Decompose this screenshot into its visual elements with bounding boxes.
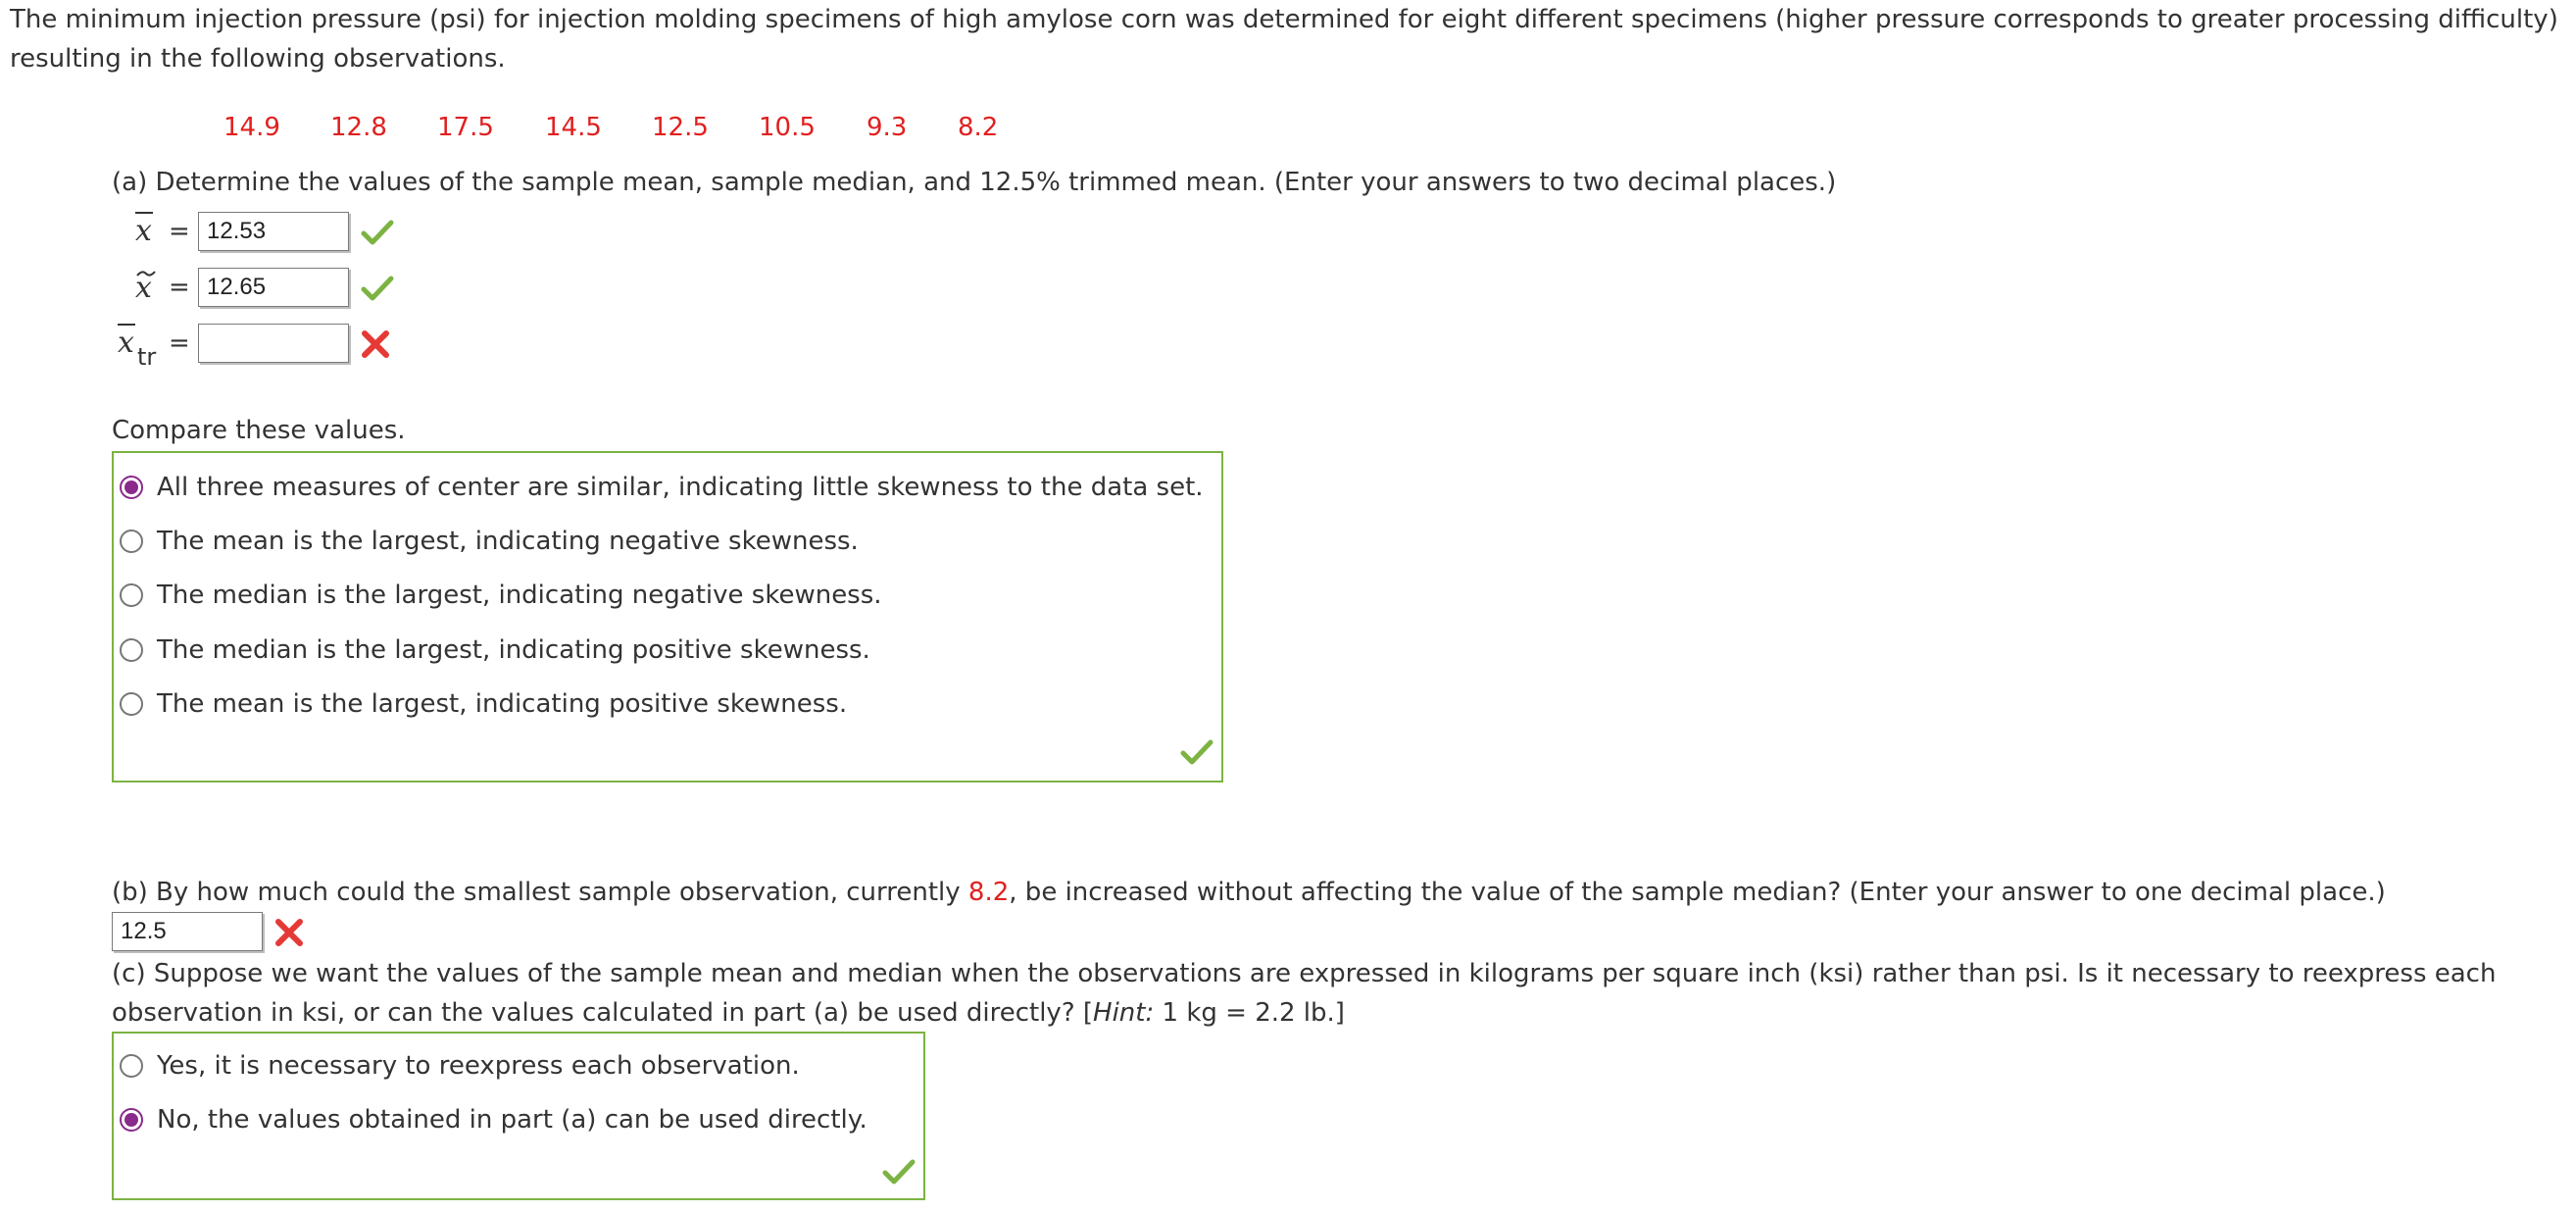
observation-value: 12.8	[330, 113, 387, 142]
part-c-option[interactable]	[120, 1043, 800, 1088]
radio-selected[interactable]	[120, 476, 143, 499]
radio[interactable]	[120, 583, 143, 607]
median-symbol: x	[135, 271, 152, 305]
trimmed-mean-subscript: tr	[137, 343, 157, 371]
correct-check-icon	[882, 1157, 916, 1187]
compare-option[interactable]	[120, 628, 870, 673]
part-b-text: , be increased without affecting the value of the sample median? (Enter your answer to one decimal place.)	[1009, 878, 2386, 907]
option-label: The median is the largest, indicating positive skewness.	[157, 635, 870, 665]
trimmed-mean-input[interactable]	[198, 324, 349, 363]
part-c-answer-box	[112, 1032, 925, 1200]
compare-option[interactable]	[120, 465, 1204, 510]
part-b-text: (b) By how much could the smallest sample observation, currently	[112, 878, 968, 907]
radio[interactable]	[120, 692, 143, 716]
compare-answer-box	[112, 451, 1223, 783]
median-input[interactable]: 12.65	[198, 268, 349, 307]
option-label: Yes, it is necessary to reexpress each observation.	[157, 1051, 800, 1081]
observation-value: 14.5	[545, 113, 602, 142]
observation-value: 9.3	[867, 113, 908, 142]
correct-check-icon	[361, 218, 394, 247]
hint-text: 1 kg = 2.2 lb.]	[1154, 998, 1345, 1028]
option-label: The median is the largest, indicating negative skewness.	[157, 581, 882, 610]
observation-value: 10.5	[759, 113, 816, 142]
compare-option[interactable]	[120, 519, 859, 564]
compare-option[interactable]	[120, 573, 882, 618]
incorrect-x-icon	[359, 329, 392, 359]
equals-sign: =	[169, 273, 190, 302]
radio[interactable]	[120, 638, 143, 662]
part-c-text: (c) Suppose we want the values of the sample mean and median when the observations are expressed in kilograms per square inch (ksi) rather than psi. Is it necessary to reexpress each observation in ksi, or can the values calculated in part (a) be used directly? [	[112, 959, 2497, 1028]
option-label: All three measures of center are similar, indicating little skewness to the data set.	[157, 473, 1204, 502]
compare-option[interactable]	[120, 682, 847, 727]
correct-check-icon	[1180, 737, 1214, 767]
radio[interactable]	[120, 530, 143, 553]
compare-prompt: Compare these values.	[112, 416, 406, 445]
part-a-prompt: (a) Determine the values of the sample mean, sample median, and 12.5% trimmed mean. (Enter your answers to two decimal places.)	[112, 168, 1837, 197]
option-label: The mean is the largest, indicating positive skewness.	[157, 689, 848, 719]
mean-symbol: x	[135, 214, 152, 248]
observation-value: 12.5	[652, 113, 709, 142]
intro-text: The minimum injection pressure (psi) for injection molding specimens of high amylose corn was determined for eight different specimens (higher pressure corresponds to greater processing difficulty) resulting in the following observations.	[10, 5, 2558, 74]
part-b-input[interactable]: 12.5	[112, 912, 263, 951]
part-c-prompt	[112, 954, 2562, 1033]
highlighted-value: 8.2	[967, 878, 1010, 907]
observation-value: 17.5	[437, 113, 494, 142]
trimmed-mean-symbol: x	[118, 326, 134, 360]
equals-sign: =	[169, 328, 190, 358]
hint-label: Hint:	[1093, 998, 1155, 1028]
option-label: The mean is the largest, indicating negative skewness.	[157, 527, 859, 556]
option-label: No, the values obtained in part (a) can be used directly.	[157, 1105, 867, 1135]
incorrect-x-icon	[272, 918, 306, 947]
radio-selected[interactable]	[120, 1108, 143, 1132]
part-c-option[interactable]	[120, 1097, 867, 1142]
radio[interactable]	[120, 1054, 143, 1078]
observation-value: 14.9	[223, 113, 280, 142]
mean-input[interactable]: 12.53	[198, 212, 349, 251]
observation-value: 8.2	[958, 113, 999, 142]
part-b-prompt	[112, 873, 2386, 912]
correct-check-icon	[361, 274, 394, 303]
equals-sign: =	[169, 217, 190, 246]
